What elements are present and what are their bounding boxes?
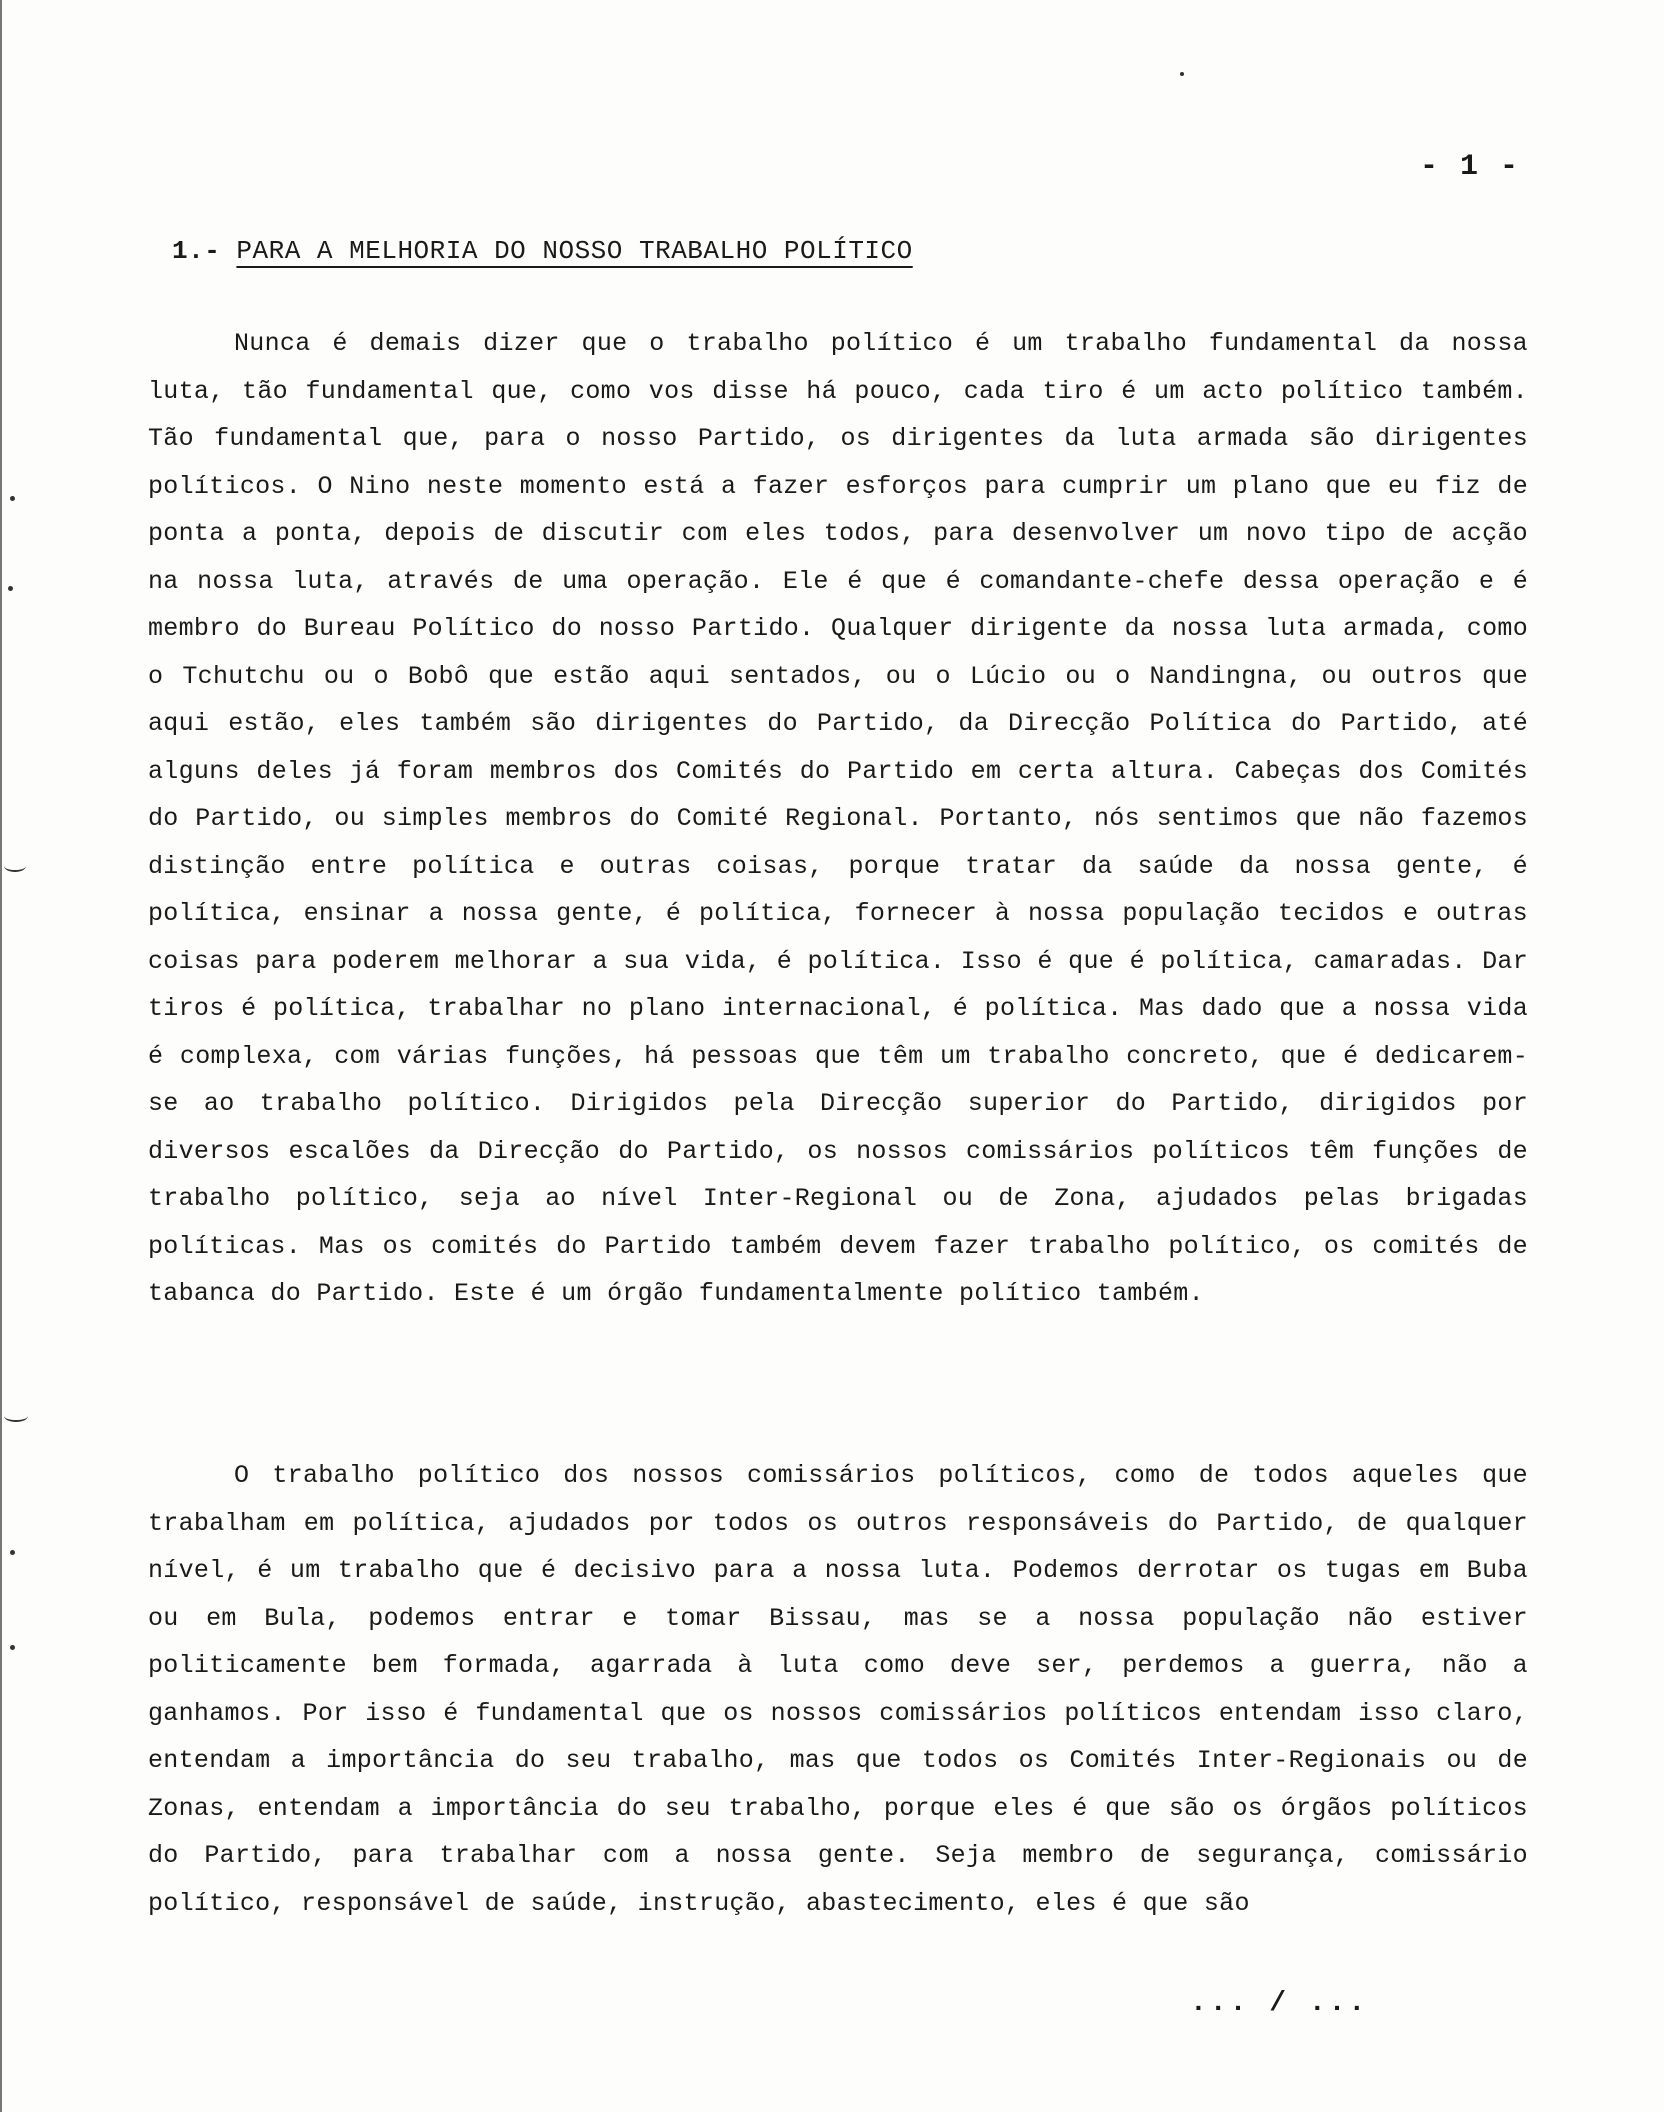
scan-speck [10,1645,15,1650]
paragraph-1: Nunca é demais dizer que o trabalho político é um trabalho fundamental da nossa luta, tão fundamental que, como vos disse há pouco, cada tiro é um acto político também. Tão fundamental que, para o nosso Partido, os dirigentes da luta armada são dirigentes políticos. O Nino neste momento está a fazer esforços para cumprir um plano que eu fiz de ponta a ponta, depois de discutir com eles todos, para desenvolver um novo tipo de acção na nossa luta, através de uma operação. Ele é que é comandante-chefe dessa operação e é membro do Bureau Político do nosso Partido. Qualquer dirigente da nossa luta armada, como o Tchutchu ou o Bobô que estão aqui sentados, ou o Lúcio ou o Nandingna, ou outros que aqui estão, eles também são dirigentes do Partido, da Direcção Política do Partido, até alguns deles já foram membros dos Comités do Partido em certa altura. Cabeças dos Comités do Partido, ou simples membros do Comité Regional. Portanto, nós sentimos que não fazemos distinção entre política e outras coisas, porque tratar da saúde da nossa gente, é política, ensinar a nossa gente, é política, fornecer à nossa população tecidos e outras coisas para poderem melhorar a sua vida, é política. Isso é que é política, camaradas. Dar tiros é política, trabalhar no plano internacional, é política. Mas dado que a nossa vida é complexa, com várias funções, há pessoas que têm um trabalho concreto, que é dedicarem-se ao trabalho político. Dirigidos pela Direcção superior do Partido, dirigidos por diversos escalões da Direcção do Partido, os nossos comissários políticos têm funções de trabalho político, seja ao nível Inter-Regional ou de Zona, ajudados pelas brigadas políticas. Mas os comités do Partido também devem fazer trabalho político, os comités de tabanca do Partido. Este é um órgão fundamentalmente político também. [148,329,1528,1308]
page-number: - 1 - [1420,150,1521,184]
page-left-edge [0,0,2,2112]
paragraph-2: O trabalho político dos nossos comissários políticos, como de todos aqueles que trabalham em política, ajudados por todos os outros responsáveis do Partido, de qualquer nível, é um trabalho que é decisivo para a nossa luta. Podemos derrotar os tugas em Buba ou em Bula, podemos entrar e tomar Bissau, mas se a nossa população não estiver politicamente bem formada, agarrada à luta como deve ser, perdemos a guerra, não a ganhamos. Por isso é fundamental que os nossos comissários políticos entendam isso claro, entendam a importância do seu trabalho, mas que todos os Comités Inter-Regionais ou de Zonas, entendam a importância do seu trabalho, porque eles é que são os órgãos políticos do Partido, para trabalhar com a nossa gente. Seja membro de segurança, comissário político, responsável de saúde, instrução, abastecimento, eles é que são [148,1461,1528,1918]
scan-speck [10,496,15,501]
continuation-mark: ... / ... [1190,1988,1369,2019]
scan-mark [4,860,26,872]
scan-mark [4,1410,28,1422]
section-number: 1.- [172,236,221,266]
section-heading [172,236,913,266]
scan-speck [1180,72,1184,76]
scan-speck [8,586,13,591]
section-title: PARA A MELHORIA DO NOSSO TRABALHO POLÍTICO [236,236,913,266]
scan-speck [10,1550,15,1555]
